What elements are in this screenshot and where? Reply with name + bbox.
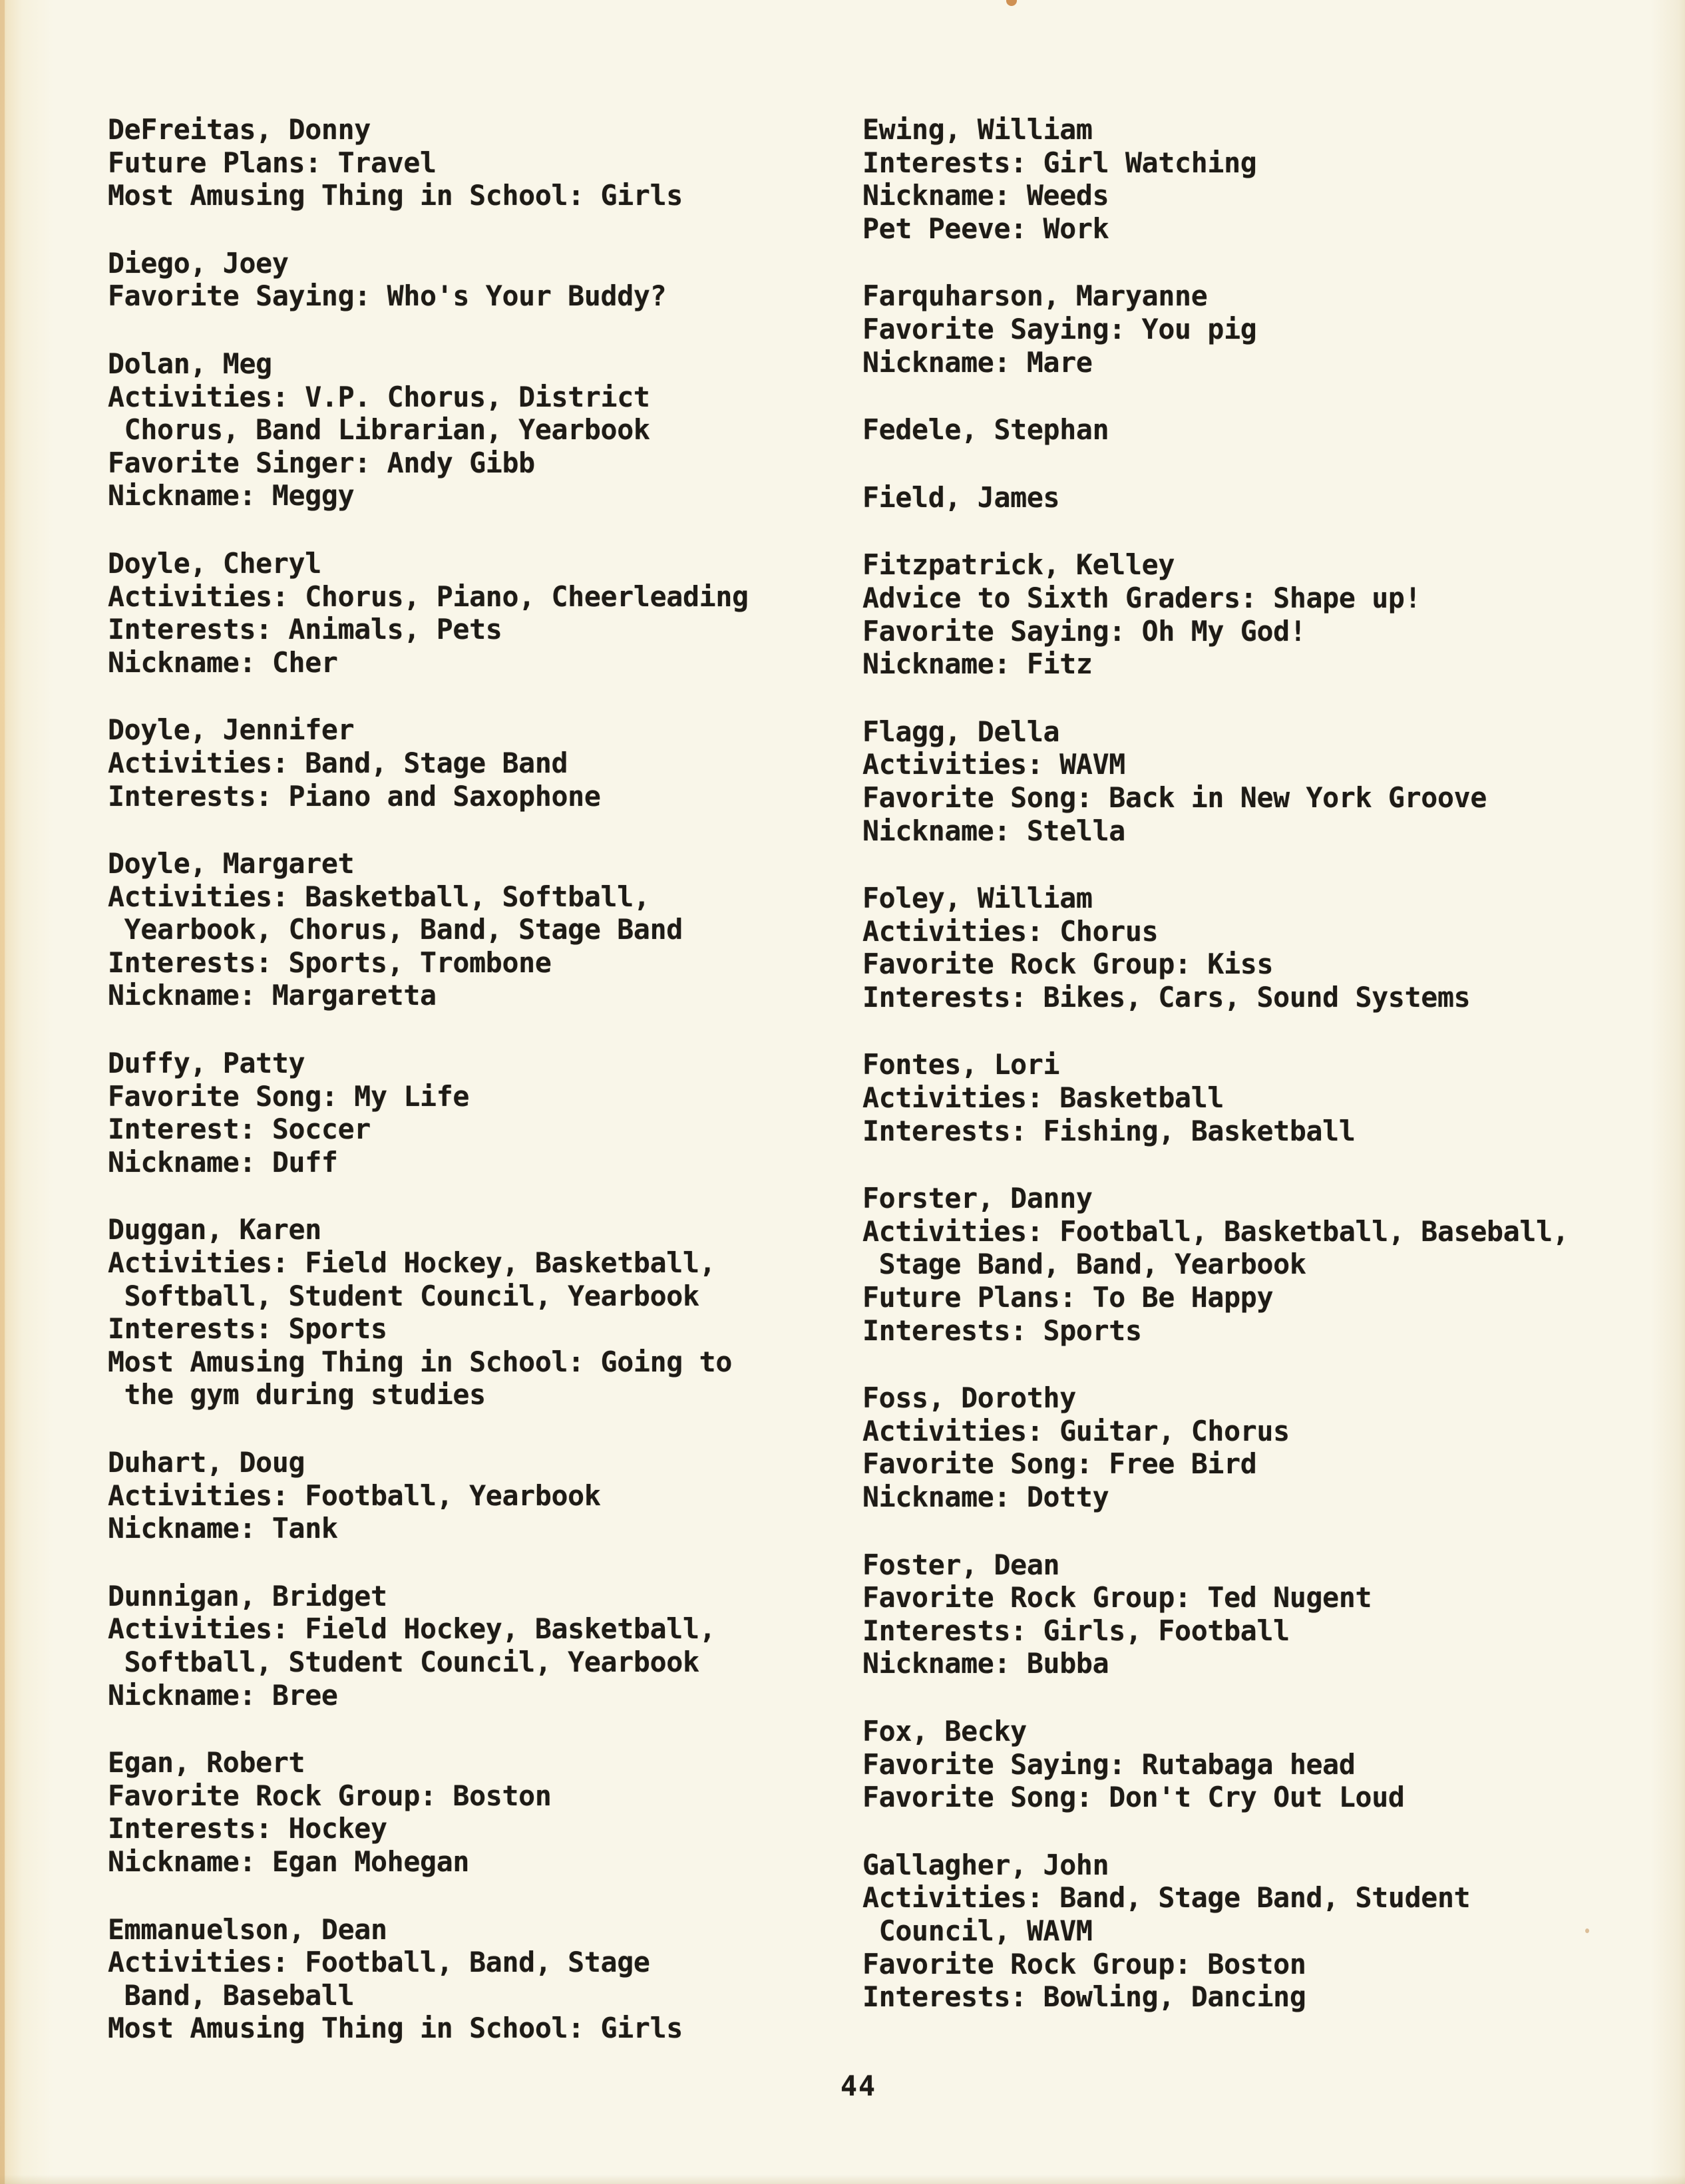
entry-line: Stage Band, Band, Yearbook (862, 1248, 1306, 1281)
entry-line: Nickname: Dotty (862, 1481, 1109, 1513)
entry-line: Pet Peeve: Work (862, 212, 1109, 245)
yearbook-entry (862, 548, 1674, 680)
page-bottom-shade (0, 2175, 1685, 2184)
entry-line: Activities: Guitar, Chorus (862, 1414, 1290, 1447)
yearbook-entry (862, 279, 1674, 379)
entry-line: Nickname: Bubba (862, 1647, 1109, 1680)
entry-line: Nickname: Cher (108, 645, 338, 679)
entry-line: Nickname: Tank (108, 1512, 338, 1545)
student-name: Doyle, Jennifer (108, 713, 355, 747)
entry-line: Activities: Field Hockey, Basketball, (108, 1246, 716, 1280)
yearbook-entry (108, 1580, 846, 1712)
entry-line: Interests: Girl Watching (862, 146, 1257, 179)
entry-line: Interests: Sports (862, 1314, 1142, 1347)
entry-line: Favorite Singer: Andy Gibb (108, 446, 535, 479)
entry-line: Nickname: Mare (862, 345, 1093, 379)
student-name: Fedele, Stephan (862, 413, 1109, 447)
entry-line: Most Amusing Thing in School: Going to (108, 1345, 733, 1378)
page-left-edge (0, 0, 5, 2184)
entry-line: Nickname: Stella (862, 814, 1125, 847)
entry-line: Activities: V.P. Chorus, District (108, 380, 650, 413)
entry-line: Chorus, Band Librarian, Yearbook (108, 413, 650, 447)
entry-line: Interests: Sports (108, 1312, 387, 1346)
student-name: Gallagher, John (862, 1848, 1109, 1881)
student-name: Flagg, Della (862, 715, 1060, 748)
entry-line: Interests: Fishing, Basketball (862, 1114, 1356, 1147)
yearbook-entry (862, 1715, 1674, 1814)
entry-line: Activities: Basketball, Softball, (108, 880, 650, 913)
student-name: Emmanuelson, Dean (108, 1912, 387, 1946)
yearbook-entry (862, 1548, 1674, 1680)
entry-line: Interests: Bowling, Dancing (862, 1980, 1306, 2014)
student-name: Foley, William (862, 882, 1093, 915)
entry-line: Yearbook, Chorus, Band, Stage Band (108, 913, 683, 946)
entry-line: Activities: Band, Stage Band (108, 746, 568, 779)
yearbook-entry (862, 1048, 1674, 1147)
entry-line: Interests: Hockey (108, 1812, 387, 1845)
yearbook-entry (862, 413, 1674, 447)
entry-line: Favorite Rock Group: Ted Nugent (862, 1581, 1372, 1614)
student-name: Foster, Dean (862, 1548, 1060, 1581)
student-name: Duggan, Karen (108, 1213, 321, 1246)
entry-line: Favorite Rock Group: Boston (862, 1947, 1306, 1980)
entry-line: Nickname: Bree (108, 1678, 338, 1712)
entry-line: Favorite Song: My Life (108, 1079, 470, 1113)
entry-line: Favorite Saying: You pig (862, 312, 1257, 345)
entry-line: Activities: WAVM (862, 748, 1125, 781)
yearbook-entry (108, 1746, 846, 1878)
yearbook-entry (108, 547, 846, 679)
yearbook-entry (108, 113, 846, 212)
student-name: Doyle, Margaret (108, 847, 355, 880)
entry-line: Favorite Song: Back in New York Groove (862, 781, 1487, 814)
student-name: Duhart, Doug (108, 1446, 305, 1479)
scan-artifact (1006, 0, 1017, 6)
entry-line: Favorite Saying: Oh My God! (862, 614, 1306, 647)
entry-line: Softball, Student Council, Yearbook (108, 1645, 699, 1678)
entry-line: Favorite Song: Don't Cry Out Loud (862, 1781, 1405, 1814)
entry-line: Activities: Chorus, Piano, Cheerleading (108, 580, 749, 613)
entry-line: Activities: Football, Basketball, Baseball, (862, 1214, 1569, 1248)
student-name: Diego, Joey (108, 246, 289, 279)
entry-line: Nickname: Weeds (862, 179, 1109, 212)
entry-line: Most Amusing Thing in School: Girls (108, 179, 683, 212)
directory-right-column (862, 113, 1674, 2048)
yearbook-entry (108, 1446, 846, 1545)
yearbook-entry (108, 847, 846, 1012)
entry-line: the gym during studies (108, 1378, 486, 1411)
entry-line: Future Plans: To Be Happy (862, 1281, 1274, 1314)
entry-line: Interests: Girls, Football (862, 1614, 1290, 1647)
entry-line: Favorite Saying: Rutabaga head (862, 1747, 1356, 1781)
entry-line: Activities: Band, Stage Band, Student (862, 1881, 1471, 1914)
entry-line: Nickname: Meggy (108, 479, 355, 512)
student-name: Dunnigan, Bridget (108, 1579, 387, 1612)
yearbook-entry (862, 1849, 1674, 2014)
yearbook-entry (862, 715, 1674, 847)
directory-left-column (108, 113, 846, 2080)
student-name: Field, James (862, 480, 1060, 514)
yearbook-entry (108, 1213, 846, 1411)
student-name: Ewing, William (862, 113, 1093, 146)
yearbook-entry (108, 713, 846, 813)
student-name: Farquharson, Maryanne (862, 279, 1208, 313)
yearbook-entry (862, 113, 1674, 245)
entry-line: Interests: Piano and Saxophone (108, 779, 601, 813)
yearbook-entry (108, 1047, 846, 1179)
entry-line: Nickname: Margaretta (108, 979, 437, 1012)
student-name: Fox, Becky (862, 1714, 1027, 1747)
student-name: Foss, Dorothy (862, 1381, 1076, 1415)
entry-line: Band, Baseball (108, 1978, 355, 2012)
entry-line: Activities: Basketball (862, 1081, 1224, 1115)
entry-line: Council, WAVM (862, 1914, 1093, 1947)
yearbook-entry (862, 481, 1674, 514)
yearbook-entry (862, 1381, 1674, 1513)
entry-line: Activities: Field Hockey, Basketball, (108, 1612, 716, 1646)
entry-line: Most Amusing Thing in School: Girls (108, 2012, 683, 2045)
entry-line: Softball, Student Council, Yearbook (108, 1279, 699, 1312)
yearbook-entry (862, 882, 1674, 1013)
student-name: DeFreitas, Donny (108, 113, 371, 146)
entry-line: Favorite Rock Group: Boston (108, 1779, 552, 1812)
entry-line: Interests: Animals, Pets (108, 613, 502, 646)
entry-line: Nickname: Duff (108, 1145, 338, 1179)
student-name: Egan, Robert (108, 1746, 305, 1779)
student-name: Fontes, Lori (862, 1048, 1060, 1081)
student-name: Doyle, Cheryl (108, 546, 321, 580)
yearbook-entry (108, 1913, 846, 2045)
yearbook-entry (108, 247, 846, 313)
entry-line: Interests: Sports, Trombone (108, 946, 552, 979)
student-name: Duffy, Patty (108, 1047, 305, 1080)
student-name: Dolan, Meg (108, 347, 272, 380)
student-name: Fitzpatrick, Kelley (862, 548, 1175, 582)
entry-line: Activities: Football, Yearbook (108, 1479, 601, 1512)
entry-line: Favorite Saying: Who's Your Buddy? (108, 279, 667, 313)
page-number: 44 (841, 2070, 876, 2102)
entry-line: Favorite Song: Free Bird (862, 1447, 1257, 1481)
entry-line: Activities: Football, Band, Stage (108, 1946, 650, 1979)
entry-line: Future Plans: Travel (108, 146, 437, 179)
entry-line: Activities: Chorus (862, 914, 1159, 948)
entry-line: Nickname: Fitz (862, 647, 1093, 681)
entry-line: Interests: Bikes, Cars, Sound Systems (862, 980, 1471, 1013)
entry-line: Interest: Soccer (108, 1113, 371, 1146)
entry-line: Favorite Rock Group: Kiss (862, 948, 1274, 981)
yearbook-entry (862, 1182, 1674, 1347)
yearbook-entry (108, 347, 846, 512)
entry-line: Advice to Sixth Graders: Shape up! (862, 581, 1421, 614)
student-name: Forster, Danny (862, 1182, 1093, 1215)
entry-line: Nickname: Egan Mohegan (108, 1845, 470, 1878)
